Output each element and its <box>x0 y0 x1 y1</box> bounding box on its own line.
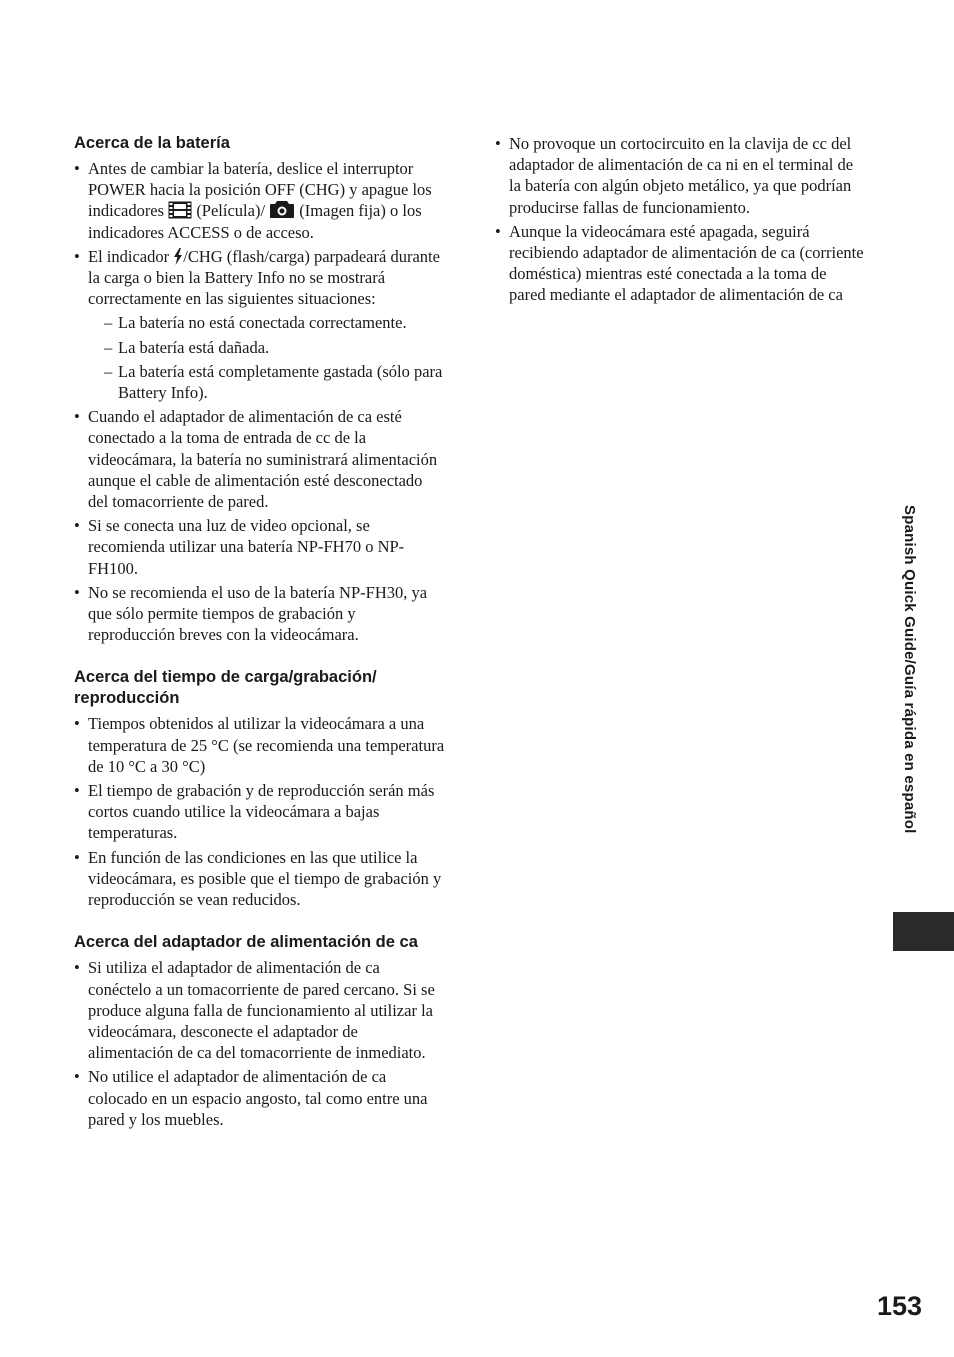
list-item: • El tiempo de grabación y de reproducción serán más cortos cuando utilice la videocámara a bajas temperaturas. <box>74 780 446 844</box>
section-title-adapter: Acerca del adaptador de alimentación de ca <box>74 933 418 952</box>
section-tab-marker <box>893 912 954 951</box>
right-column <box>495 133 867 309</box>
right-list <box>495 133 867 306</box>
list-item: • Si utiliza el adaptador de alimentación de ca conéctelo a un tomacorriente de pared cercano. Si se produce alguna falla de funcionamiento al utilizar la videocámara, desconecte el adaptador de alimentación de ca del tomacorriente de inmediato. <box>74 957 446 1063</box>
list-item: • Si se conecta una luz de video opcional, se recomienda utilizar una batería NP-FH70 o NP-FH100. <box>74 515 446 579</box>
list-item: • Cuando el adaptador de alimentación de ca esté conectado a la toma de entrada de cc de la videocámara, la batería no suministrará alimentación aunque el cable de alimentación esté desconectado del tomacorriente de pared. <box>74 406 446 512</box>
page-number: 153 <box>876 1291 922 1321</box>
left-column <box>74 133 446 1133</box>
list-item: • Aunque la videocámara esté apagada, seguirá recibiendo adaptador de alimentación de ca (corriente doméstica) mientras esté conectada a la toma de pared mediante el adaptador de alimentación de ca <box>495 221 867 306</box>
list-item: • No provoque un cortocircuito en la clavija de cc del adaptador de alimentación de ca ni en el terminal de la batería con algún objeto metálico, ya que podrían producirse fallas de funcionamiento. <box>495 133 867 218</box>
sub-list <box>104 312 446 403</box>
camera-icon <box>269 200 295 219</box>
section-title-battery: Acerca de la batería <box>74 134 230 152</box>
battery-list <box>74 158 446 645</box>
list-item: • Antes de cambiar la batería, deslice el interruptor POWER hacia la posición OFF (CHG) y apague los indicadores (Película)/ (Imagen fija) o los indicadores ACCESS o de acceso. <box>74 158 446 243</box>
list-item: • El indicador /CHG (flash/carga) parpadeará durante la carga o bien la Battery Info no se mostrará correctamente en las siguientes situaciones: – La batería no está conectada correctamente. – La batería está dañada. – La batería está completamente gastada (sólo para Battery Info). <box>74 246 446 403</box>
flash-icon <box>173 248 183 265</box>
section-title-time: Acerca del tiempo de carga/grabación/ reproducción <box>74 668 377 708</box>
list-item: • No utilice el adaptador de alimentación de ca colocado en un espacio angosto, tal como entre una pared y los muebles. <box>74 1066 446 1130</box>
movie-film-icon <box>168 201 192 219</box>
list-item: • En función de las condiciones en las que utilice la videocámara, es posible que el tiempo de grabación y reproducción se vean reducidos. <box>74 847 446 911</box>
sub-item: – La batería está dañada. <box>104 337 446 358</box>
time-list <box>74 713 446 910</box>
adapter-list <box>74 957 446 1130</box>
sub-item: – La batería no está conectada correctamente. <box>104 312 446 333</box>
sub-item: – La batería está completamente gastada (sólo para Battery Info). <box>104 361 446 403</box>
side-section-label: Spanish Quick Guide/Guía rápida en español <box>901 505 918 834</box>
list-item: • No se recomienda el uso de la batería NP-FH30, ya que sólo permite tiempos de grabación y reproducción breves con la videocámara. <box>74 582 446 646</box>
list-item: • Tiempos obtenidos al utilizar la videocámara a una temperatura de 25 °C (se recomienda una temperatura de 10 °C a 30 °C) <box>74 713 446 777</box>
